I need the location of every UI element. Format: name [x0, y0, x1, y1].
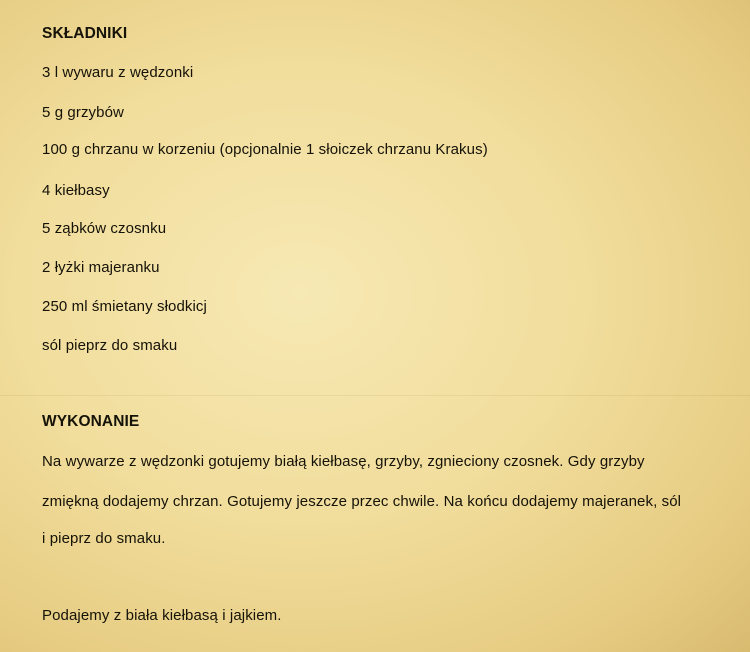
preparation-line: Na wywarze z wędzonki gotujemy białą kiełbasę, grzyby, zgnieciony czosnek. Gdy grzyby — [42, 453, 645, 470]
ingredients-heading: SKŁADNIKI — [42, 25, 128, 42]
preparation-line: i pieprz do smaku. — [42, 530, 166, 547]
paper-fold — [0, 395, 750, 396]
ingredient-item: 250 ml śmietany słodkicj — [42, 298, 207, 315]
ingredient-item: sól pieprz do smaku — [42, 337, 178, 354]
preparation-heading: WYKONANIE — [42, 413, 140, 430]
serving-note: Podajemy z biała kiełbasą i jajkiem. — [42, 607, 282, 624]
ingredient-item: 5 g grzybów — [42, 104, 124, 121]
ingredient-item: 100 g chrzanu w korzeniu (opcjonalnie 1 słoiczek chrzanu Krakus) — [42, 141, 488, 158]
ingredient-item: 4 kiełbasy — [42, 182, 110, 199]
ingredient-item: 2 łyżki majeranku — [42, 259, 160, 276]
ingredient-item: 5 ząbków czosnku — [42, 220, 167, 237]
preparation-line: zmiękną dodajemy chrzan. Gotujemy jeszcze przec chwile. Na końcu dodajemy majeranek, sól — [42, 493, 682, 510]
ingredient-item: 3 l wywaru z wędzonki — [42, 64, 194, 81]
